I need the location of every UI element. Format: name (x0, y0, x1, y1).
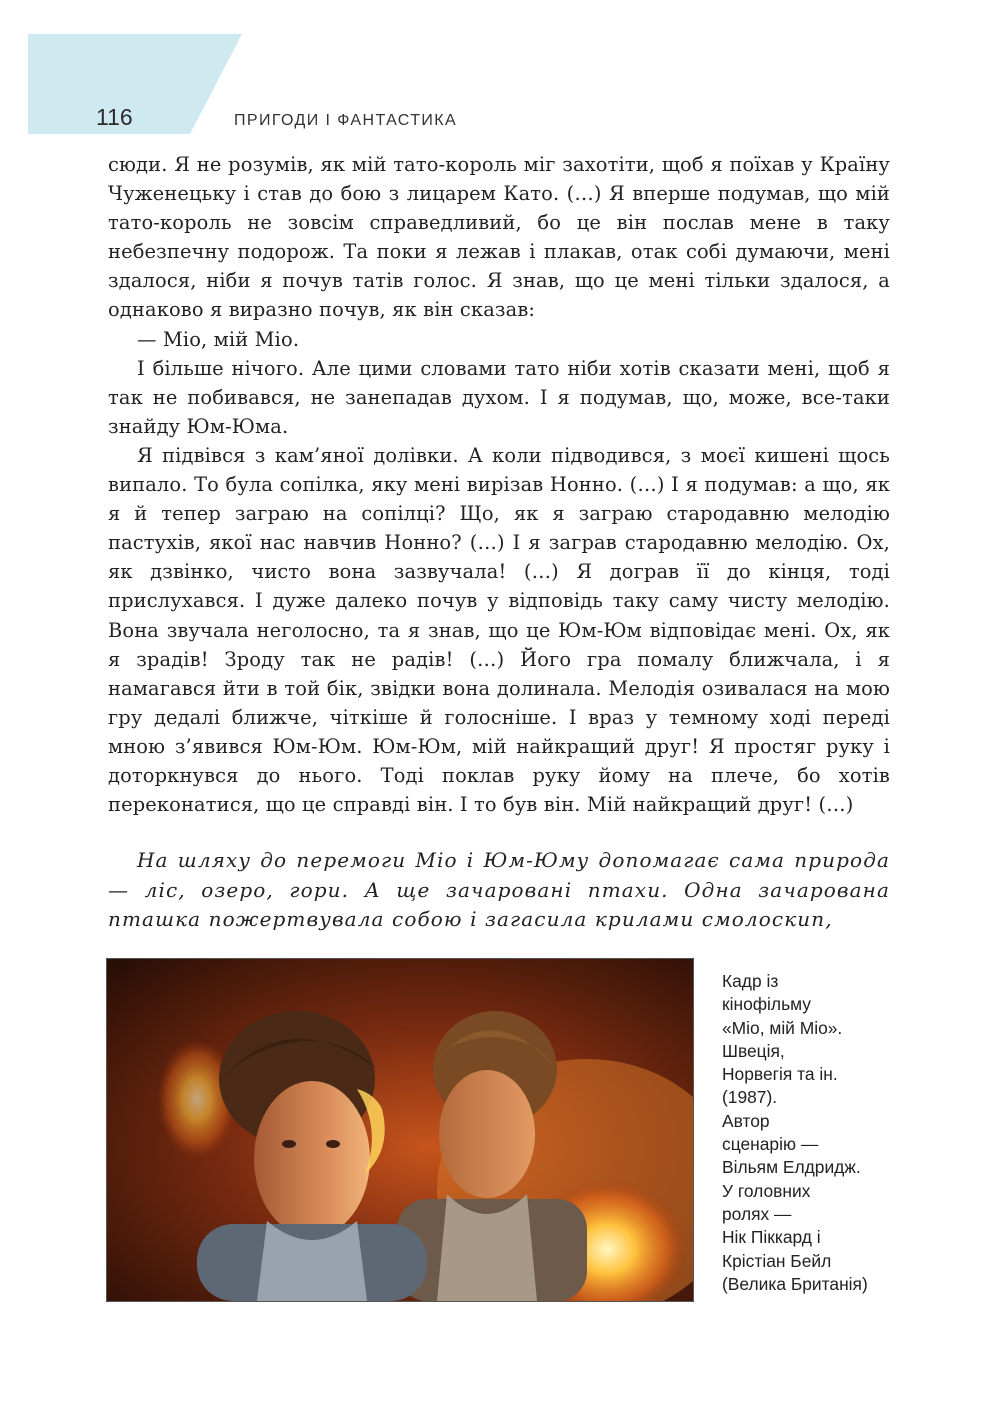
caption-line: (1987). (722, 1087, 778, 1108)
caption-line: «Міо, мій Міо». (722, 1017, 843, 1038)
film-still-image (106, 958, 694, 1302)
caption-line: Нік Піккард і (722, 1227, 821, 1248)
paragraph: І більше нічого. Але цими словами тато ніби хотів сказати мені, щоб я так не побивався, не занепадав духом. І я подумав, що, може, все-таки знайду Юм-Юма. (108, 356, 890, 438)
caption-line: Вільям Елдридж. (722, 1157, 861, 1178)
header-color-band (28, 34, 242, 134)
caption-line: Автор (722, 1110, 770, 1131)
section-title: ПРИГОДИ І ФАНТАСТИКА (234, 112, 458, 129)
italic-commentary (108, 846, 890, 935)
caption-line: У головних (722, 1180, 811, 1201)
figure-caption (722, 970, 902, 1296)
caption-line: Швеція, (722, 1040, 785, 1061)
caption-line: Норвегія та ін. (722, 1064, 838, 1085)
caption-line: сценарію — (722, 1134, 819, 1155)
italic-paragraph: На шляху до перемоги Міо і Юм-Юму допомагає сама природа — ліс, озеро, гори. А ще зачаровані птахи. Одна зачарована пташка пожертвувала собою і загасила крилами смолоскип, (108, 848, 890, 931)
caption-line: ролях — (722, 1203, 792, 1224)
caption-line: Кадр із (722, 971, 779, 991)
caption-line: Крістіан Бейл (722, 1250, 832, 1271)
caption-line: (Велика Британія) (722, 1273, 868, 1294)
body-text (108, 150, 890, 819)
page-number: 116 (96, 104, 133, 130)
paragraph: — Міо, мій Міо. (137, 327, 300, 351)
paragraph: сюди. Я не розумів, як мій тато-король міг захотіти, щоб я поїхав у Країну Чуженецьку і став до бою з лицарем Като. (…) Я вперше подумав, що мій тато-король не зовсім справедливий, бо це він послав мене в таку небезпечну подорож. Та поки я лежав і плакав, отак собі думаючи, мені здалося, ніби я почув татів голос. Я знав, що це мені тільки здалося, а однаково я виразно почув, як він сказав: (108, 153, 890, 322)
caption-line: кінофільму (722, 994, 811, 1015)
paragraph: Я підвівся з кам’яної долівки. А коли підводився, з моєї кишені щось випало. То була сопілка, яку мені вирізав Нонно. (…) І я подумав: а що, як я й тепер заграю на сопілці? Що, як я заграю стародавню мелодію пастухів, якої нас навчив Нонно? (…) І я заграв стародавню мелодію. Ох, як дзвінко, чисто вона зазвучала! (…) Я дограв її до кінця, тоді прислухався. І дуже далеко почув у відповідь таку саму чисту мелодію. Вона звучала неголосно, та я знав, що це Юм-Юм відповідає мені. Ох, як я зрадів! Зроду так не радів! (…) Його гра помалу ближчала, і я намагався йти в той бік, звідки вона долинала. Мелодія озивалася на мою гру дедалі ближче, чіткіше й голосніше. І враз у темному ході переді мною з’явився Юм-Юм. Юм-Юм, мій найкращий друг! Я простяг руку і доторкнувся до нього. Тоді поклав руку йому на плече, бо хотів переконатися, що це справді він. І то був він. Мій найкращий друг! (…) (108, 443, 890, 817)
